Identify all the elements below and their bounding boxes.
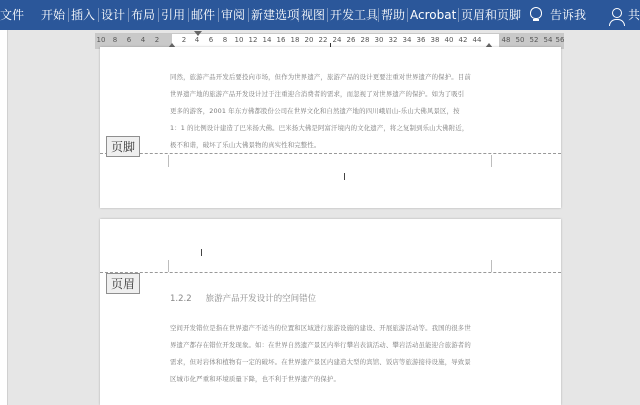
share-button[interactable]: 共 bbox=[628, 8, 640, 22]
tab-insert[interactable]: 插入 bbox=[71, 0, 95, 30]
ruler-tick: 4 bbox=[194, 36, 200, 44]
heading-number: 1.2.2 bbox=[170, 294, 192, 304]
ruler-tick: 18 bbox=[290, 36, 300, 44]
ruler-tick: 54 bbox=[543, 36, 553, 44]
header-label: 页眉 bbox=[106, 273, 140, 294]
ruler-tick: 34 bbox=[402, 36, 412, 44]
ruler-tick: 24 bbox=[332, 36, 342, 44]
ruler-tick: 20 bbox=[304, 36, 314, 44]
ruler-tick: 22 bbox=[318, 36, 328, 44]
header-corner-mark-right bbox=[491, 260, 492, 272]
tab-mailings[interactable]: 邮件 bbox=[191, 0, 215, 30]
ruler-tick: 12 bbox=[248, 36, 258, 44]
tell-me-search[interactable]: 告诉我 bbox=[550, 8, 587, 22]
ruler-tick: 8 bbox=[222, 36, 228, 44]
header-corner-mark-left bbox=[168, 260, 169, 272]
tab-references[interactable]: 引用 bbox=[161, 0, 185, 30]
ruler-tick: 16 bbox=[276, 36, 286, 44]
text-line: 更多的游客，2001 年东方佛都股份公司在世界文化和自然遗产地的四川峨眉山-乐山大佛风景区，按 bbox=[170, 107, 460, 115]
tab-header-footer[interactable]: 页眉和页脚 bbox=[461, 0, 521, 30]
ruler-tick: 42 bbox=[458, 36, 468, 44]
ruler-tick: 48 bbox=[501, 36, 511, 44]
text-line: 1：1 的比例设计建造了巴米扬大佛。巴米扬大佛是阿富汗境内的文化遗产，将之复制到乐山大佛附近， bbox=[170, 124, 469, 132]
section-heading[interactable] bbox=[170, 292, 316, 304]
ruler-tick: 10 bbox=[234, 36, 244, 44]
first-line-indent-marker[interactable] bbox=[194, 31, 202, 36]
tab-new-options[interactable]: 新建选项 bbox=[251, 0, 299, 30]
text-line: 同然，旅游产品开发后要投向市场，但作为世界遗产，旅游产品的设计更要注重对世界遗产的保护。目前 bbox=[170, 73, 471, 81]
ruler-tick: 36 bbox=[416, 36, 426, 44]
page1-paragraph[interactable] bbox=[170, 69, 490, 154]
footer-corner-mark-right bbox=[491, 155, 492, 167]
text-cursor bbox=[344, 173, 345, 180]
text-line: 需求，但对岩体和植物有一定的破坏。在世界遗产景区内建造大型的宾馆、饭店等旅游接待设施，导致景 bbox=[170, 358, 471, 366]
ruler-tick: 44 bbox=[472, 36, 482, 44]
tab-view[interactable]: 视图 bbox=[301, 0, 325, 30]
tab-design[interactable]: 设计 bbox=[101, 0, 125, 30]
heading-text: 旅游产品开发设计的空间错位 bbox=[205, 294, 317, 304]
footer-boundary-line bbox=[100, 153, 561, 154]
tab-help[interactable]: 帮助 bbox=[381, 0, 405, 30]
text-line: 区城市化严重和环境质量下降，也不利于世界遗产的保护。 bbox=[170, 375, 341, 383]
text-line: 世界遗产地的旅游产品开发设计过于注重迎合消费者的需求，而忽视了对世界遗产的保护。如为了吸引 bbox=[170, 90, 465, 98]
document-page-2[interactable] bbox=[100, 219, 561, 405]
tab-review[interactable]: 审阅 bbox=[221, 0, 245, 30]
ruler-tick: 6 bbox=[208, 36, 214, 44]
lightbulb-icon[interactable] bbox=[530, 7, 542, 19]
ruler-tick: 8 bbox=[112, 36, 118, 44]
ruler-tick: 26 bbox=[346, 36, 356, 44]
ruler-tick: 40 bbox=[444, 36, 454, 44]
ruler-tick: 28 bbox=[360, 36, 370, 44]
footer-label: 页脚 bbox=[106, 136, 140, 157]
text-cursor bbox=[201, 249, 202, 256]
ruler-tick: 32 bbox=[388, 36, 398, 44]
page2-paragraph[interactable] bbox=[170, 320, 490, 388]
ruler-tick: 14 bbox=[262, 36, 272, 44]
ribbon-tab-bar bbox=[0, 0, 640, 30]
tab-acrobat[interactable]: Acrobat bbox=[410, 0, 456, 30]
person-icon[interactable] bbox=[612, 8, 622, 18]
ruler-tick: 52 bbox=[529, 36, 539, 44]
navigation-pane-edge bbox=[0, 30, 8, 405]
ruler-tick: 56 bbox=[555, 36, 565, 44]
tab-developer[interactable]: 开发工具 bbox=[330, 0, 378, 30]
text-line: 空间开发错位是指在世界遗产不适当的位置和区域进行旅游设施的建设、开展旅游活动等。我国的很多世 bbox=[170, 324, 471, 332]
footer-corner-mark-left bbox=[168, 155, 169, 167]
tab-layout[interactable]: 布局 bbox=[131, 0, 155, 30]
ruler-tick: 6 bbox=[126, 36, 132, 44]
text-line: 界遗产都存在错位开发现象。如：在世界自然遗产景区内举行攀岩表演活动、攀岩活动虽能迎合旅游者的 bbox=[170, 341, 471, 349]
header-boundary-line bbox=[100, 272, 561, 273]
ruler-tick: 50 bbox=[515, 36, 525, 44]
ruler-left-margin bbox=[96, 34, 172, 48]
ruler-tick: 4 bbox=[140, 36, 146, 44]
ruler-tick: 30 bbox=[374, 36, 384, 44]
tab-file[interactable]: 文件 bbox=[0, 8, 25, 22]
text-line: 极不和谐，破坏了乐山大佛景物的真实性和完整性。 bbox=[170, 141, 321, 149]
ruler-tick: 10 bbox=[96, 36, 106, 44]
ruler-tick: 38 bbox=[430, 36, 440, 44]
ruler-tick: 2 bbox=[181, 36, 187, 44]
ruler-tick: 2 bbox=[154, 36, 160, 44]
tab-home[interactable]: 开始 bbox=[41, 8, 66, 22]
document-page-1[interactable] bbox=[100, 47, 561, 208]
